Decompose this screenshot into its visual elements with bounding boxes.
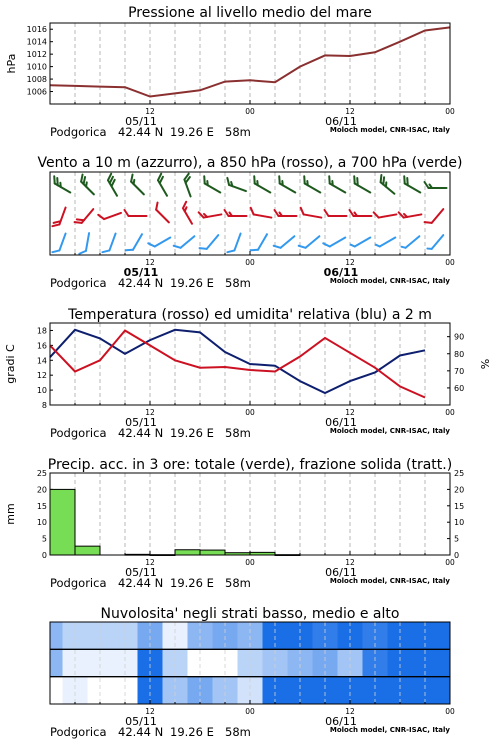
wind-barb (199, 209, 222, 219)
wind-barb-shaft (304, 214, 322, 217)
wind-barb-feather (199, 212, 204, 219)
y-tick-label-right: 20 (454, 485, 465, 495)
wind-barb (153, 203, 173, 223)
wind-barb (399, 209, 422, 219)
y-tick-label-right: 5 (454, 534, 460, 544)
x-tick-label: 12 (145, 408, 155, 417)
model-credit: Moloch model, CNR-ISAC, Italy (329, 277, 450, 285)
y-tick-label-right: 60 (454, 383, 465, 393)
y-tick-label: 1010 (26, 62, 47, 72)
wind-barb-shaft (281, 236, 295, 248)
wind-barb (183, 174, 196, 197)
wind-barb-shaft (306, 236, 320, 248)
wind-barb (181, 202, 197, 224)
x-tick-label: 12 (345, 258, 355, 267)
x-tick-label: 00 (445, 707, 455, 716)
cloud-cell (50, 649, 63, 676)
wind-barb (427, 233, 443, 251)
chart-title: Vento a 10 m (azzurro), a 850 hPa (rosso), a 700 hPa (verde) (37, 155, 463, 171)
wind-barb-shaft (432, 209, 444, 223)
model-credit: Moloch model, CNR-ISAC, Italy (329, 577, 450, 585)
wind-barb-shaft (86, 233, 89, 251)
location-lon: 19.26 E (170, 276, 214, 290)
pressure-panel (5, 5, 455, 139)
wind-barb (325, 210, 347, 216)
wind-barb (378, 175, 399, 194)
chart-title: Nuvolosita' negli strati basso, medio e alto (100, 606, 400, 622)
x-tick-label: 00 (445, 258, 455, 267)
x-tick-label: 00 (245, 558, 255, 567)
wind-barb (102, 231, 115, 254)
wind-barb-feather (323, 241, 329, 248)
wind-barb-shaft (432, 235, 444, 249)
wind-barb (125, 210, 147, 216)
date-label: 05/11 (123, 266, 159, 279)
chart-title: Precip. acc. in 3 ore: totale (verde), frazione solida (tratt.) (47, 457, 453, 473)
wind-barb-shaft (379, 214, 397, 217)
wind-barb-shaft (330, 238, 346, 247)
wind-barb-shaft (258, 234, 267, 250)
location-lon: 19.26 E (170, 125, 214, 139)
date-label: 05/11 (125, 416, 157, 429)
location-name: Podgorica (50, 725, 107, 739)
wind-panel (37, 155, 462, 290)
wind-barb (79, 232, 89, 255)
wind-barb (106, 174, 122, 196)
wind-barb-shaft (380, 238, 396, 247)
wind-barb-feather (52, 248, 59, 254)
precipitation-panel (4, 457, 464, 590)
wind-barb (301, 176, 323, 192)
y-tick-label: 1016 (26, 25, 47, 35)
y-tick-label-right: 0 (454, 551, 460, 560)
wind-barb-feather (399, 212, 404, 219)
wind-barb (374, 209, 397, 219)
location-lon: 19.26 E (170, 725, 214, 739)
wind-barb-feather (79, 250, 86, 255)
wind-barb (148, 232, 170, 248)
y-tick-label: 25 (36, 469, 47, 478)
wind-barb-shaft (59, 234, 65, 251)
y-tick-label: 0 (41, 551, 47, 560)
wind-barb-shaft (207, 235, 219, 249)
location-elevation: 58m (225, 426, 251, 440)
model-credit: Moloch model, CNR-ISAC, Italy (329, 726, 450, 734)
y-tick-label-right: 15 (454, 501, 465, 511)
y-tick-label: 1012 (26, 50, 47, 60)
wind-barb (126, 231, 142, 253)
y-tick-label: 5 (41, 534, 47, 544)
x-tick-label: 00 (245, 258, 255, 267)
cloud-cell (50, 677, 63, 704)
location-name: Podgorica (50, 125, 107, 139)
wind-barb-feather (126, 247, 133, 253)
wind-barb (52, 231, 65, 254)
wind-barb (323, 232, 345, 248)
wind-barb (51, 176, 73, 192)
cloud-cell (413, 677, 451, 704)
x-tick-label: 12 (345, 558, 355, 567)
wind-barb-feather (300, 208, 305, 215)
chart-title: Pressione al livello medio del mare (128, 5, 372, 21)
y-axis-label: mm (4, 503, 17, 525)
location-elevation: 58m (225, 725, 251, 739)
wind-barb (251, 176, 273, 192)
x-tick-label: 12 (145, 558, 155, 567)
wind-barb (350, 210, 372, 216)
wind-barb-feather (374, 212, 379, 219)
wind-barb-shaft (406, 236, 420, 248)
wind-barb-feather (148, 241, 154, 248)
x-tick-label: 00 (445, 408, 455, 417)
x-tick-label: 00 (245, 408, 255, 417)
location-name: Podgorica (50, 426, 107, 440)
wind-barb (275, 210, 297, 216)
cloud-cover-panel (50, 606, 455, 739)
precip-bar (175, 550, 200, 555)
wind-barb-feather (153, 203, 160, 210)
precip-bar (75, 546, 100, 555)
precip-bar (50, 489, 75, 555)
date-label: 06/11 (323, 266, 359, 279)
y-tick-label: 1014 (26, 37, 47, 47)
wind-barb (156, 174, 172, 196)
wind-barb (78, 175, 98, 195)
model-credit: Moloch model, CNR-ISAC, Italy (329, 427, 450, 435)
y-tick-label: 8 (41, 401, 47, 410)
wind-barb-shaft (155, 238, 171, 247)
wind-barb-feather (225, 178, 231, 185)
wind-barb (52, 205, 65, 228)
y-tick-label: 18 (36, 326, 47, 336)
y-tick-label: 10 (36, 386, 47, 396)
date-label: 05/11 (125, 715, 157, 728)
x-tick-label: 12 (145, 258, 155, 267)
location-lon: 19.26 E (170, 426, 214, 440)
wind-barb-shaft (181, 236, 195, 248)
x-tick-label: 12 (345, 107, 355, 116)
y-tick-label: 1006 (26, 87, 47, 97)
date-label: 05/11 (125, 566, 157, 579)
y-tick-label-right: 90 (454, 332, 465, 342)
date-label: 06/11 (325, 416, 357, 429)
location-lat: 42.44 N (118, 125, 164, 139)
wind-barb-half-feather (351, 243, 355, 247)
x-tick-label: 00 (445, 558, 455, 567)
plot-frame (50, 473, 450, 555)
y-tick-label: 12 (36, 371, 47, 381)
humidity-line (50, 330, 425, 393)
wind-barb-shaft (156, 210, 169, 223)
wind-barb-feather (251, 247, 258, 253)
wind-barb (276, 176, 298, 192)
location-name: Podgorica (50, 276, 107, 290)
x-tick-label: 12 (345, 707, 355, 716)
y-axis-label: hPa (5, 53, 18, 74)
wind-barb-shaft (109, 234, 115, 251)
wind-barb (251, 231, 267, 253)
wind-barb-shaft (104, 213, 121, 219)
x-tick-label: 00 (445, 107, 455, 116)
wind-barb (174, 232, 195, 251)
location-elevation: 58m (225, 576, 251, 590)
wind-barb-half-feather (427, 247, 431, 251)
location-lat: 42.44 N (118, 576, 164, 590)
chart-title: Temperatura (rosso) ed umidita' relativa (blu) a 2 m (68, 307, 432, 323)
wind-barb-feather (250, 208, 255, 215)
wind-barb-feather (425, 219, 432, 226)
wind-barb (201, 176, 223, 192)
date-label: 06/11 (325, 715, 357, 728)
x-tick-label: 00 (245, 107, 255, 116)
wind-barb (351, 176, 373, 192)
date-label: 05/11 (125, 115, 157, 128)
plot-frame (50, 23, 450, 104)
wind-barb-feather (227, 248, 234, 254)
x-tick-label: 00 (245, 707, 255, 716)
wind-barb (401, 176, 423, 192)
precip-bar (200, 550, 225, 555)
wind-barb-feather (200, 245, 207, 252)
x-tick-label: 12 (345, 408, 355, 417)
wind-barb-half-feather (376, 243, 380, 247)
y-tick-label-right: 70 (454, 366, 465, 376)
wind-barb (351, 234, 371, 247)
wind-barb-feather (102, 248, 109, 254)
wind-barb (326, 176, 348, 192)
cloud-cell (50, 622, 63, 649)
wind-barb (128, 175, 148, 195)
y-tick-label-right: 80 (454, 349, 465, 359)
cloud-cell (413, 649, 451, 676)
x-tick-label: 12 (145, 107, 155, 116)
wind-barb-shaft (254, 214, 272, 217)
wind-barb (227, 231, 240, 254)
wind-barb (250, 208, 273, 218)
date-label: 06/11 (325, 566, 357, 579)
y-tick-label: 14 (36, 356, 47, 366)
location-lat: 42.44 N (118, 725, 164, 739)
y-tick-label-right: 10 (454, 518, 465, 528)
location-elevation: 58m (225, 276, 251, 290)
y-axis-label: gradi C (4, 344, 17, 384)
y-tick-label: 1008 (26, 75, 47, 85)
wind-barb (376, 234, 396, 247)
location-elevation: 58m (225, 125, 251, 139)
wind-barb (425, 205, 444, 226)
wind-barb (225, 178, 248, 191)
wind-barb (225, 210, 247, 216)
wind-barb (299, 232, 320, 251)
wind-barb-feather (98, 213, 104, 220)
temperature-humidity-panel (4, 307, 492, 440)
wind-barb (401, 234, 419, 250)
wind-barb (274, 232, 295, 251)
wind-barb-shaft (133, 234, 142, 250)
y-tick-label: 15 (36, 501, 47, 511)
model-credit: Moloch model, CNR-ISAC, Italy (329, 126, 450, 134)
temperature-line (50, 331, 425, 398)
y-tick-label: 16 (36, 341, 47, 351)
date-label: 06/11 (325, 115, 357, 128)
location-lat: 42.44 N (118, 276, 164, 290)
wind-barb-shaft (355, 238, 371, 247)
location-lon: 19.26 E (170, 576, 214, 590)
location-name: Podgorica (50, 576, 107, 590)
wind-barb-half-feather (401, 245, 405, 249)
wind-barb (300, 208, 323, 218)
wind-barb-shaft (234, 234, 240, 251)
x-tick-label: 12 (145, 707, 155, 716)
wind-barb (98, 207, 121, 220)
wind-barb (200, 231, 219, 252)
y-tick-label: 10 (36, 518, 47, 528)
cloud-cell (413, 622, 451, 649)
location-lat: 42.44 N (118, 426, 164, 440)
y-tick-label: 20 (36, 485, 47, 495)
wind-barb (75, 205, 94, 226)
y-axis-label-right: % (479, 358, 492, 370)
wind-barb (425, 182, 447, 188)
y-tick-label-right: 25 (454, 469, 465, 478)
